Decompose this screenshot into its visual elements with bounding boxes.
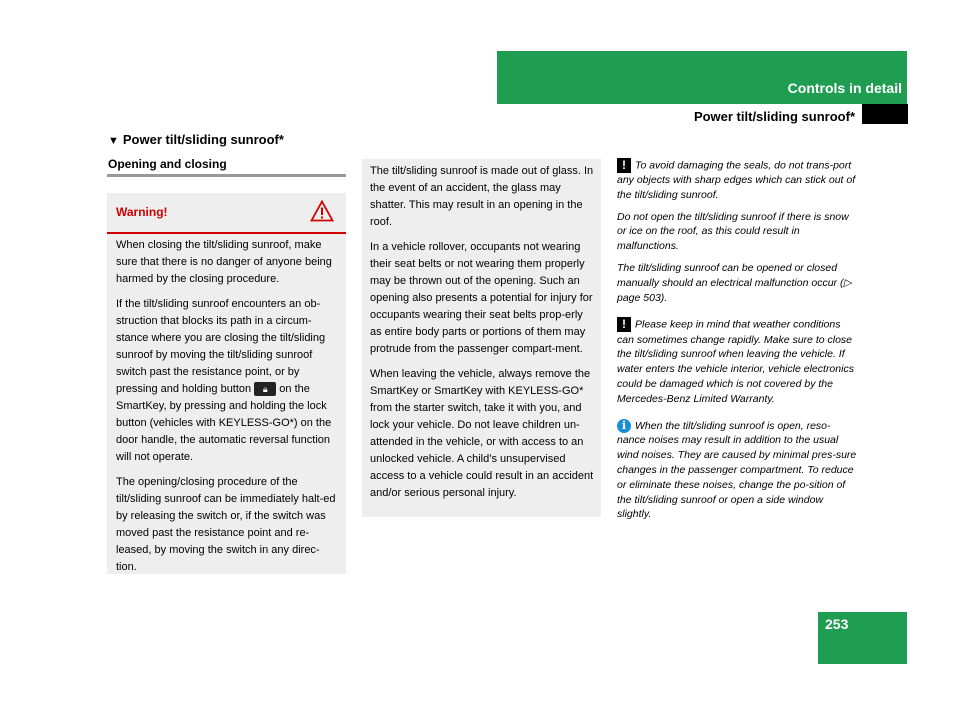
paragraph: In a vehicle rollover, occupants not wearing their seat belts or not wearing them properly may be thrown out of the opening. Such an opening also presents a potential for injury for occupants wearing their seat belts prop-erly as entire body parts or portions of them may protrude from the passenger compart-ment. [370,241,593,355]
subsection-title: Opening and closing [108,157,227,171]
caution-note: ! Please keep in mind that weather conditions can sometimes change rapidly. Make sure to close the tilt/sliding sunroof when leaving the vehicle. If water enters the vehicle interior, vehicle electronics could be damaged which is not covered by the Mercedes-Benz Limited Warranty. [617,317,854,405]
warning-paragraph: The opening/closing procedure of the tilt/sliding sunroof can be immediately halt-ed by releasing the switch or, if the switch was moved past the resistance point and re-leased, by moving the switch in any direc-tion. [116,476,336,573]
caution-note: ! To avoid damaging the seals, do not trans-port any objects with sharp edges which can stick out of the tilt/sliding sunroof. [617,158,856,201]
warning-box [107,193,346,574]
warning-continued-text [370,163,594,510]
subsection-rule [107,174,346,177]
info-icon: i [617,419,631,433]
warning-text [116,237,340,584]
paragraph: The tilt/sliding sunroof is made out of glass. In the event of an accident, the glass may shatter. This may result in an opening in the roof. [370,165,594,228]
note: The tilt/sliding sunroof can be opened or closed manually should an electrical malfunction occur (▷ page 503). [617,262,852,304]
notes-column [617,158,857,529]
warning-heading: Warning! [116,205,168,219]
header-bar [497,51,907,104]
exclamation-icon: ! [617,317,631,332]
exclamation-icon: ! [617,158,631,173]
note: Do not open the tilt/sliding sunroof if there is snow or ice on the roof, as this could result in malfunctions. [617,210,849,253]
triangle-bullet-icon: ▼ [108,135,119,147]
paragraph: When leaving the vehicle, always remove the SmartKey or SmartKey with KEYLESS-GO* from the starter switch, take it with you, and lock your vehicle. Do not leave children un-attended in the vehicle, or with access to an unlocked vehicle. A child’s unsupervised access to a vehicle could result in an accident and/or serious personal injury. [370,368,594,499]
section-header: Power tilt/sliding sunroof* [693,109,855,124]
chapter-title: Controls in detail [787,80,902,96]
warning-rule [107,232,346,234]
info-note: i When the tilt/sliding sunroof is open, reso-nance noises may result in addition to the usual wind noises. They are caused by minimal pres-sure changes in the passenger compartment. To reduce or eliminate these noises, change the po-sition of the tilt/sliding sunroof or open a side window slightly. [617,418,857,521]
header-tab-marker [862,104,908,124]
section-title: ▼ Power tilt/sliding sunroof* [108,132,284,147]
warning-triangle-icon [310,200,334,222]
warning-paragraph: When closing the tilt/sliding sunroof, make sure that there is no danger of anyone being harmed by the closing procedure. [116,239,332,285]
warning-continued-box [362,159,601,517]
page-number: 253 [825,616,849,632]
warning-paragraph: If the tilt/sliding sunroof encounters an ob-struction that blocks its path in a circum-stance where you are closing the tilt/sliding sunroof by moving the tilt/sliding sunroof switch past the resistance point, or by pressing and holding button 🔒︎ on the SmartKey, by pressing and holding the lock button (vehicles with KEYLESS-GO*) on the door handle, the automatic reversal function will not operate. [116,298,332,463]
lock-key-icon: 🔒︎ [254,382,276,396]
